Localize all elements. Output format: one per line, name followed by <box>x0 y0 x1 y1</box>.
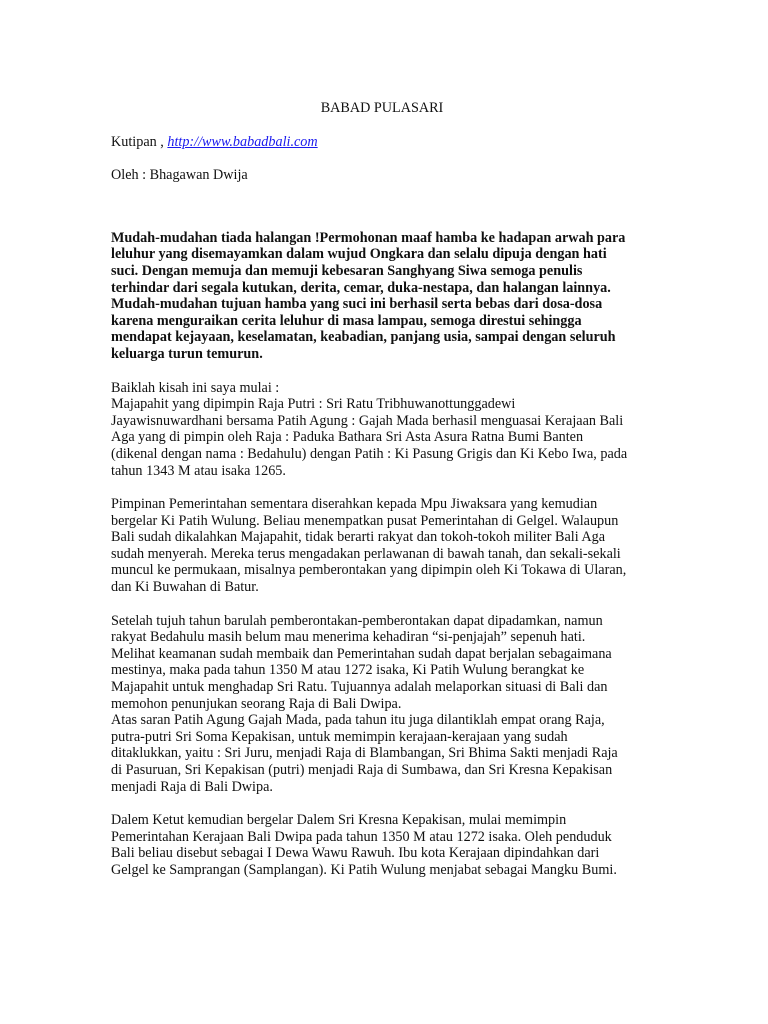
paragraph-line: Jayawisnuwardhani bersama Patih Agung : Gajah Mada berhasil menguasai Kerajaan Bali <box>111 412 624 429</box>
paragraph-line: suci. Dengan memuja dan memuji kebesaran Sanghyang Siwa semoga penulis <box>111 262 583 279</box>
paragraph-line: Majapahit untuk menghadap Sri Ratu. Tujuannya adalah melaporkan situasi di Bali dan <box>111 679 608 696</box>
citation-line <box>111 134 681 151</box>
paragraph-line: Mudah-mudahan tujuan hamba yang suci ini berhasil serta bebas dari dosa-dosa <box>111 296 603 313</box>
paragraph-line: sudah menyerah. Mereka terus mengadakan perlawanan di bawah tanah, dan sekali-sekali <box>111 545 621 562</box>
paragraph-line: Melihat keamanan sudah membaik dan Pemerintahan sudah dapat berjalan sebagaimana <box>111 645 612 662</box>
paragraph-line: muncul ke permukaan, misalnya pemberontakan yang dipimpin oleh Ki Tokawa di Ularan, <box>111 562 627 579</box>
paragraph-line: memohon penunjukan seorang Raja di Bali Dwipa. <box>111 695 402 712</box>
paragraph-line: di Pasuruan, Sri Kepakisan (putri) menjadi Raja di Sumbawa, dan Sri Kresna Kepakisan <box>111 762 613 778</box>
paragraph-line: Gelgel ke Samprangan (Samplangan). Ki Patih Wulung menjabat sebagai Mangku Bumi. <box>111 861 617 878</box>
paragraph-line: rakyat Bedahulu masih belum mau menerima kehadiran “si-penjajah” sepenuh hati. <box>111 629 586 646</box>
paragraph-line: (dikenal dengan nama : Bedahulu) dengan Patih : Ki Pasung Grigis dan Ki Kebo Iwa, pada <box>111 445 628 462</box>
source-link[interactable]: http://www.babadbali.com <box>167 133 318 150</box>
paragraph-line: mestinya, maka pada tahun 1350 M atau 1272 isaka, Ki Patih Wulung berangkat ke <box>111 662 585 679</box>
story-paragraph-4 <box>111 812 681 878</box>
paragraph-line: Majapahit yang dipimpin Raja Putri : Sri Ratu Tribhuwanottunggadewi <box>111 396 516 413</box>
paragraph-line: keluarga turun temurun. <box>111 345 263 362</box>
paragraph-line: menjadi Raja di Bali Dwipa. <box>111 778 273 795</box>
paragraph-line: Pemerintahan Kerajaan Bali Dwipa pada tahun 1350 M atau 1272 isaka. Oleh penduduk <box>111 828 612 845</box>
opening-prayer-paragraph <box>111 230 681 363</box>
paragraph-line: bergelar Ki Patih Wulung. Beliau menempatkan pusat Pemerintahan di Gelgel. Walaupun <box>111 512 619 529</box>
paragraph-line: Atas saran Patih Agung Gajah Mada, pada tahun itu juga dilantiklah empat orang Raja, <box>111 712 605 729</box>
paragraph-line: ditaklukkan, yaitu : Sri Juru, menjadi Raja di Blambangan, Sri Bhima Sakti menjadi Raja <box>111 745 618 762</box>
paragraph-line: terhindar dari segala kutukan, derita, cemar, duka-nestapa, dan halangan lainnya. <box>111 279 611 296</box>
paragraph-line: mendapat kejayaan, keselamatan, keabadian, panjang usia, sampai dengan seluruh <box>111 329 616 346</box>
paragraph-line: Bali beliau disebut sebagai I Dewa Wawu Rawuh. Ibu kota Kerajaan dipindahkan dari <box>111 845 600 862</box>
paragraph-line: tahun 1343 M atau isaka 1265. <box>111 462 286 479</box>
paragraph-line: leluhur yang disemayamkan dalam wujud Ongkara dan selalu dipuja dengan hati <box>111 246 607 263</box>
paragraph-line: dan Ki Buwahan di Batur. <box>111 579 259 596</box>
author-line: Oleh : Bhagawan Dwija <box>111 167 248 184</box>
citation-prefix: Kutipan , <box>111 133 164 150</box>
story-paragraph-3 <box>111 613 681 796</box>
document-page <box>111 100 681 896</box>
paragraph-line: Pimpinan Pemerintahan sementara diserahkan kepada Mpu Jiwaksara yang kemudian <box>111 496 598 513</box>
paragraph-line: Aga yang di pimpin oleh Raja : Paduka Bathara Sri Asta Asura Ratna Bumi Banten <box>111 429 584 446</box>
paragraph-line: Setelah tujuh tahun barulah pemberontakan-pemberontakan dapat dipadamkan, namun <box>111 612 603 629</box>
paragraph-line: Baiklah kisah ini saya mulai : <box>111 379 280 396</box>
paragraph-line: Bali sudah dikalahkan Majapahit, tidak berarti rakyat dan tokoh-tokoh militer Bali Aga <box>111 529 606 546</box>
paragraph-line: Mudah-mudahan tiada halangan !Permohonan maaf hamba ke hadapan arwah para <box>111 229 626 246</box>
document-title: BABAD PULASARI <box>320 100 444 116</box>
paragraph-line: karena menguraikan cerita leluhur di masa lampau, semoga direstui sehingga <box>111 312 582 329</box>
story-paragraph-2 <box>111 496 681 596</box>
paragraph-line: Dalem Ketut kemudian bergelar Dalem Sri Kresna Kepakisan, mulai memimpin <box>111 812 567 829</box>
story-paragraph-1 <box>111 380 681 480</box>
paragraph-line: putra-putri Sri Soma Kepakisan, untuk memimpin kerajaan-kerajaan yang sudah <box>111 728 568 745</box>
